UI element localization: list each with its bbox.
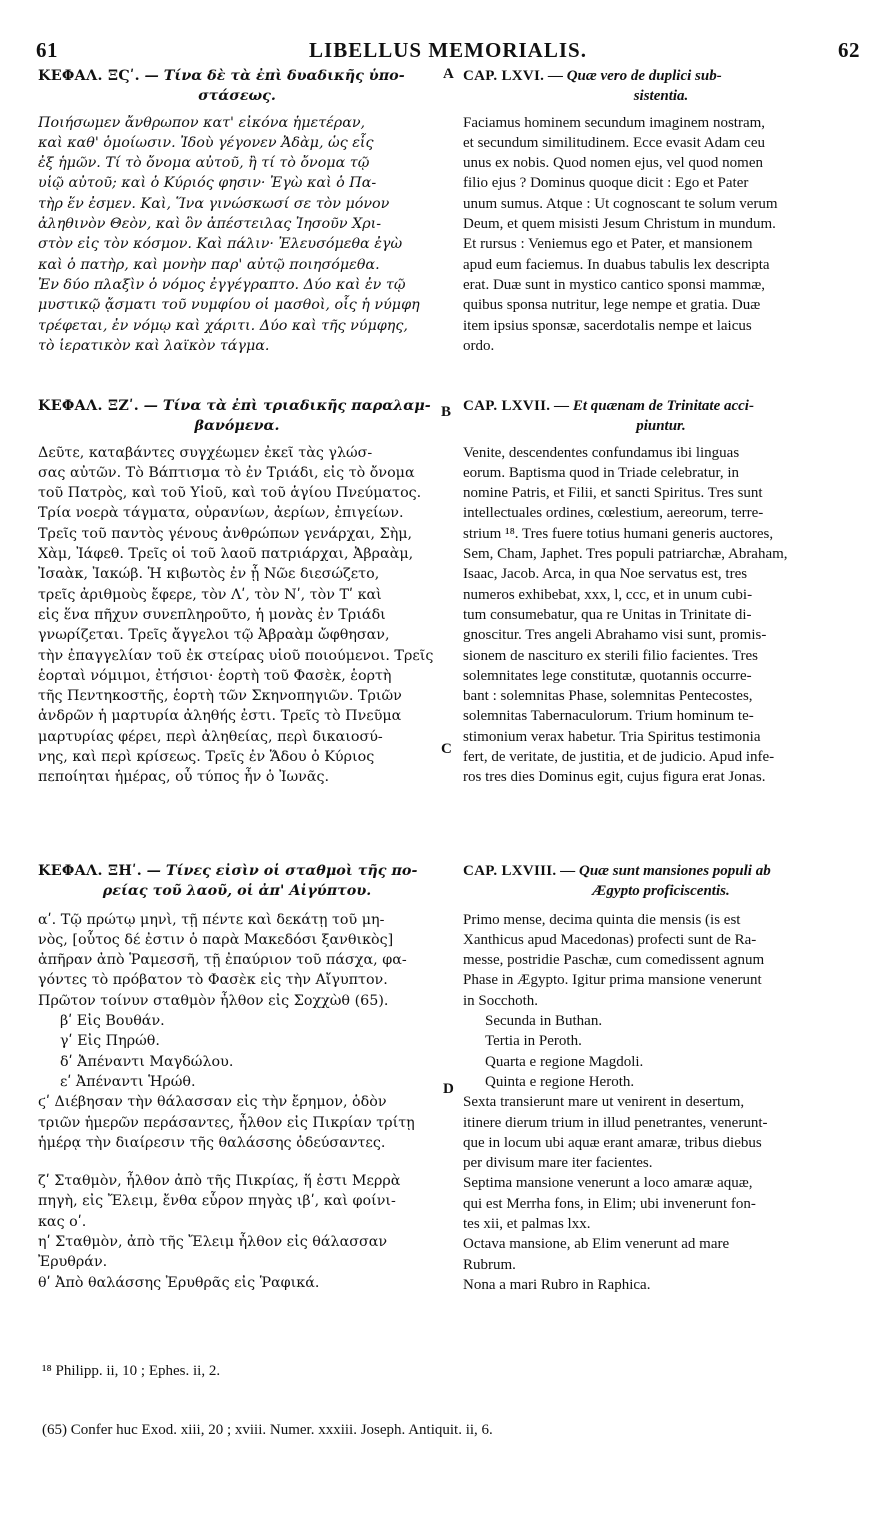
text-line: ordo. — [463, 337, 495, 354]
text-line: que in locum ubi aquæ erant amaræ, tribus diebus — [463, 1134, 762, 1151]
list-item: δʹ Ἀπέναντι Μαγδώλου. — [60, 1053, 234, 1070]
text-line: γόντες τὸ πρόβατον τὸ Φασὲκ εἰς τὴν Αἴγυπτον. — [38, 972, 388, 989]
station-list — [38, 1011, 436, 1092]
text-line: unum sumus. Atque : Ut cognoscant te solum verum — [463, 195, 778, 212]
latin-section-66 — [463, 66, 859, 356]
text-line: filio ejus ? Dominus quoque dicit : Ego et Pater — [463, 175, 749, 192]
text-line: intellectuales ordines, cœlestium, aereorum, terre- — [463, 505, 764, 522]
section-heading — [463, 396, 859, 437]
text-line: numeros exhibebat, xxx, l, ccc, et in unum cubi- — [463, 586, 753, 603]
text-line: πηγὴ, εἰς Ἔλειμ, ἔνθα εὗρον πηγὰς ιβʹ, καὶ φοίνι- — [38, 1193, 396, 1210]
chapter-title-cont: piuntur. — [636, 418, 686, 435]
text-line: καὶ καθ' ὁμοίωσιν. Ἰδοὺ γέγονεν Ἀδὰμ, ὡς εἷς — [38, 134, 374, 151]
text-line: Sem, Cham, Japhet. Tres populi patriarchæ, Abraham, — [463, 546, 788, 563]
section-heading — [38, 396, 436, 437]
text-line: Τρία νοερὰ τάγματα, οὐρανίων, ἀερίων, ἐπιγείων. — [38, 505, 404, 522]
text-line: ἐξ ἡμῶν. Τί τὸ ὄνομα αὐτοῦ, ἢ τί τὸ ὄνομα τῷ — [38, 155, 370, 172]
section-heading — [38, 66, 436, 107]
text-line: τριῶν ἡμερῶν περάσαντες, ἦλθον εἰς Πικρίαν τρίτῃ — [38, 1114, 415, 1131]
text-line: Ἐν δύο πλαξὶν ὁ νόμος ἐγγέγραπτο. Δύο καὶ ἐν τῷ — [38, 276, 406, 293]
text-line: Xanthicus apud Macedonas) profecti sunt de Ra- — [463, 931, 757, 948]
text-line: Χὰμ, Ἰάφεθ. Τρεῖς οἱ τοῦ λαοῦ πατριάρχαι, Ἀβραὰμ, — [38, 546, 414, 563]
page-header — [36, 38, 860, 66]
chapter-title-cont: στάσεως. — [198, 88, 276, 105]
text-line: τῆς Πεντηκοστῆς, ἑορτὴ τῶν Σκηνοπηγιῶν. Τριῶν — [38, 688, 402, 705]
text-line: Ἐρυθράν. — [38, 1254, 108, 1271]
text-line: ἀληθινὸν Θεὸν, καὶ ὃν ἀπέστειλας Ἰησοῦν Χρι- — [38, 216, 382, 233]
section-body — [38, 443, 436, 788]
chapter-title: — Quæ vero de duplici sub- — [547, 68, 722, 84]
chapter-label: CAP. LXVII. — [463, 398, 551, 414]
text-line: τὴρ ἕν ἐσμεν. Καὶ, Ἵνα γινώσκωσί σε τὸν μόνον — [38, 195, 390, 212]
section-body — [38, 113, 436, 357]
chapter-title: — Τίνα τὰ ἐπὶ τριαδικῆς παραλαμ- — [143, 398, 431, 414]
chapter-title: — Et quænam de Trinitate acci- — [554, 398, 754, 414]
section-body-2 — [463, 1092, 859, 1173]
text-line: strium ¹⁸. Tres fuere totius humani generis auctores, — [463, 525, 774, 542]
text-line: solemnitas Tabernaculorum. Trium hominum te- — [463, 708, 754, 725]
chapter-label: ΚΕΦΑΛ. ΞϚʹ. — [38, 68, 140, 84]
section-heading — [463, 66, 859, 107]
text-line: et secundum similitudinem. Ecce evasit Adam ceu — [463, 134, 765, 151]
section-body-2 — [38, 1092, 436, 1153]
section-body-3 — [38, 1171, 436, 1293]
page-number-left: 61 — [36, 38, 58, 62]
text-line: καὶ ὁ πατὴρ, καὶ μονὴν παρ' αὐτῷ ποιησόμεθα. — [38, 256, 380, 273]
text-line: τοῦ Πατρὸς, καὶ τοῦ Υἱοῦ, καὶ τοῦ ἁγίου Πνεύματος. — [38, 485, 422, 502]
text-line: in Socchoth. — [463, 992, 538, 1009]
text-line: Τρεῖς τοῦ παντὸς γένους ἀνθρώπων γενάρχαι, Σὴμ, — [38, 525, 413, 542]
list-item: βʹ Εἰς Βουθάν. — [60, 1013, 165, 1030]
chapter-label: CAP. LXVIII. — [463, 863, 557, 879]
margin-marker-c: C — [441, 741, 452, 757]
text-line: unus ex nobis. Quod nomen ejus, vel quod nomen — [463, 155, 763, 172]
section-body — [38, 910, 436, 1011]
text-line: tes xii, et palmas lxx. — [463, 1216, 591, 1233]
page-number-right: 62 — [838, 38, 860, 62]
text-line: πεποίηται ἡμέρας, οὗ τύπος ἦν ὁ Ἰωνᾶς. — [38, 769, 330, 786]
text-line: ἀνδρῶν ἡ μαρτυρία ἀληθής ἐστι. Τρεῖς τὸ Πνεῦμα — [38, 708, 402, 725]
text-line: Phase in Ægypto. Igitur prima mansione venerunt — [463, 972, 762, 989]
text-line: ἀπῆραν ἀπὸ Ῥαμεσσῆ, τῇ ἐπαύριον τοῦ πάσχα, φα- — [38, 952, 407, 969]
text-line: ηʹ Σταθμὸν, ἀπὸ τῆς Ἔλειμ ἦλθον εἰς θάλασσαν — [38, 1234, 388, 1251]
text-line: Venite, descendentes confundamus ibi linguas — [463, 444, 740, 461]
text-line: sionem de nasciturо ex sterili filio facientes. Tres — [463, 647, 758, 664]
chapter-title-cont: Ægypto proficiscentis. — [592, 883, 730, 900]
greek-section-67 — [38, 396, 436, 788]
latin-section-67 — [463, 396, 859, 788]
text-line: τὸ ἱερατικὸν καὶ λαϊκὸν τάγμα. — [38, 337, 270, 354]
text-line: θʹ Ἀπὸ θαλάσσης Ἐρυθρᾶς εἰς Ῥαφικά. — [38, 1274, 320, 1291]
chapter-title: — Quæ sunt mansiones populi ab — [560, 863, 771, 879]
text-line: solemnitates lege constitutæ, quotannis occurre- — [463, 667, 752, 684]
text-line: messe, postridie Paschæ, cum comedissent agnum — [463, 952, 765, 969]
text-line: νὸς, [οὗτος δέ ἐστιν ὁ παρὰ Μακεδόσι ξανθικὸς] — [38, 931, 394, 948]
text-line: ros tres dies Dominus egit, cujus figura erat Jonas. — [463, 769, 766, 786]
text-line: σας αὐτῶν. Τὸ Βάπτισμα τὸ ἐν Τριάδι, εἰς τὸ ὄνομα — [38, 464, 415, 481]
section-body — [463, 910, 859, 1011]
list-item: εʹ Ἀπέναντι Ἡρώθ. — [60, 1073, 196, 1090]
list-item: Quinta e regione Heroth. — [485, 1073, 635, 1090]
text-line: Isaac, Jacob. Arca, in qua Noe servatus est, tres — [463, 566, 748, 583]
text-line: fert, de veritate, de justitia, et de judicio. Apud infe- — [463, 749, 775, 766]
section-heading — [463, 861, 859, 902]
text-line: εἰς ἕνα πῆχυν συνεπληροῦτο, ἡ μονὰς ἐν Τριάδι — [38, 606, 386, 623]
list-item: Tertia in Peroth. — [485, 1033, 582, 1050]
chapter-label: ΚΕΦΑΛ. ΞΗʹ. — [38, 863, 143, 879]
text-line: τρεῖς ἀριθμοὺς ἔφερε, τὸν Λʹ, τὸν Νʹ, τὸν Τʹ καὶ — [38, 586, 382, 603]
text-line: ϛʹ Διέβησαν τὴν θάλασσαν εἰς τὴν ἔρημον, ὁδὸν — [38, 1094, 387, 1111]
greek-section-66 — [38, 66, 436, 356]
text-line: nomine Patris, et Filii, et sancti Spiritus. Tres sunt — [463, 485, 763, 502]
text-line: Rubrum. — [463, 1256, 516, 1273]
text-line: Septima mansione venerunt a loco amaræ aquæ, — [463, 1175, 753, 1192]
chapter-title-cont: βανόμενα. — [194, 418, 280, 435]
text-line: qui est Merrha fons, in Elim; ubi invenerunt fon- — [463, 1195, 756, 1212]
text-line: item ipsius sponsæ, sacerdotalis nempe et laicus — [463, 317, 752, 334]
chapter-label: ΚΕΦΑΛ. ΞΖʹ. — [38, 398, 140, 414]
section-body-3 — [463, 1173, 859, 1295]
chapter-label: CAP. LXVI. — [463, 68, 545, 84]
text-line: bant : solemnitas Phase, solemnitas Pentecostes, — [463, 688, 753, 705]
text-line: tum consumebatur, qua re Unitas in Trinitate di- — [463, 606, 752, 623]
margin-marker-a: A — [443, 66, 454, 82]
text-line: itinere dierum trium in illud penetrantes, venerunt- — [463, 1114, 768, 1131]
list-item: Secunda in Buthan. — [485, 1013, 603, 1030]
text-line: erat. Duæ sunt in mystico cantico sponsi mammæ, — [463, 276, 766, 293]
text-line: τρέφεται, ἐν νόμῳ καὶ χάριτι. Δύο καὶ τῆς νύμφης, — [38, 317, 408, 334]
text-line: μυστικῷ ᾄσματι τοῦ νυμφίου οἱ μασθοὶ, οἷς ἡ νύμφη — [38, 297, 420, 314]
text-line: μαρτυρίας φέρει, περὶ ἀληθείας, περὶ δικαιοσύ- — [38, 728, 383, 745]
text-line: τὴν ἐπαγγελίαν τοῦ ἐκ στείρας υἱοῦ ποιούμενοι. Τρεῖς — [38, 647, 434, 664]
chapter-title: — Τίνες εἰσὶν οἱ σταθμοὶ τῆς πο- — [146, 863, 418, 879]
text-line: Sexta transierunt mare ut venirent in desertum, — [463, 1094, 745, 1111]
list-item: γʹ Εἰς Πηρώθ. — [60, 1033, 160, 1050]
text-line: Ἰσαὰκ, Ἰακώβ. Ἡ κιβωτὸς ἐν ᾗ Νῶε διεσώζετο, — [38, 566, 380, 583]
text-line: Δεῦτε, καταβάντες συγχέωμεν ἐκεῖ τὰς γλώσ- — [38, 444, 373, 461]
text-line: Et rursus : Veniemus ego et Pater, et mansionem — [463, 236, 753, 253]
text-line: Faciamus hominem secundum imaginem nostram, — [463, 114, 766, 131]
text-line: Deum, et quem misisti Jesum Christum in mundum. — [463, 216, 776, 233]
footnote-18: ¹⁸ Philipp. ii, 10 ; Ephes. ii, 2. — [42, 1363, 221, 1379]
text-line: ζʹ Σταθμὸν, ἦλθον ἀπὸ τῆς Πικρίας, ἥ ἐστι Μερρὰ — [38, 1173, 401, 1190]
section-body — [463, 443, 859, 788]
text-line: στὸν εἰς τὸν κόσμον. Καὶ πάλιν· Ἐλευσόμεθα ἐγὼ — [38, 236, 403, 253]
running-title: LIBELLUS MEMORIALIS. — [309, 38, 587, 62]
text-line: apud eum faciemus. In duabus tabulis lex descripta — [463, 256, 770, 273]
text-line: νης, καὶ περὶ κρίσεως. Τρεῖς ἐν Ἅδου ὁ Κύριος — [38, 749, 375, 766]
margin-marker-b: B — [441, 404, 452, 420]
text-line: υἱῷ αὐτοῦ; καὶ ὁ Κύριός φησιν· Ἐγὼ καὶ ὁ Πα- — [38, 175, 377, 192]
chapter-title: — Τίνα δὲ τὰ ἐπὶ δυαδικῆς ὑπο- — [144, 68, 405, 84]
footnote-65: (65) Confer huc Exod. xiii, 20 ; xviii. Numer. xxxiii. Joseph. Antiquit. ii, 6. — [42, 1422, 493, 1438]
station-list — [463, 1011, 859, 1092]
text-line: eorum. Baptisma quod in Triade celebratur, in — [463, 464, 740, 481]
text-line: gnoscitur. Tres angeli Abrahamo visi sunt, promis- — [463, 627, 767, 644]
text-line: Octava mansione, ab Elim venerunt ad mare — [463, 1236, 730, 1253]
text-line: Πρῶτον τοίνυν σταθμὸν ἦλθον εἰς Σοχχὼθ (65). — [38, 992, 389, 1009]
greek-section-68 — [38, 861, 436, 1293]
margin-marker-d: D — [443, 1081, 454, 1097]
latin-section-68 — [463, 861, 859, 1295]
text-line: Primo mense, decima quinta die mensis (is est — [463, 911, 741, 928]
chapter-title-cont: ρείας τοῦ λαοῦ, οἱ ἀπ' Αἰγύπτου. — [102, 883, 372, 900]
section-body — [463, 113, 859, 357]
chapter-title-cont: sistentia. — [633, 88, 689, 105]
text-line: αʹ. Τῷ πρώτῳ μηνὶ, τῇ πέντε καὶ δεκάτῃ τοῦ μη- — [38, 911, 385, 928]
text-line: ἑορταὶ νόμιμοι, ἐτήσιοι· ἑορτὴ τοῦ Φασὲκ, ἑορτὴ — [38, 667, 392, 684]
text-line: stimonium verax habetur. Tria Spiritus testimonia — [463, 728, 761, 745]
text-line: ἡμέρᾳ τὴν διαίρεσιν τῆς θαλάσσης ὁδεύσαντες. — [38, 1134, 386, 1151]
list-item: Quarta e regione Magdoli. — [485, 1053, 644, 1070]
text-line: quibus sponsa nutritur, lege nempe et gratia. Duæ — [463, 297, 761, 314]
text-line: Nona a mari Rubro in Raphica. — [463, 1276, 651, 1293]
text-line: per divisum mare iter facientes. — [463, 1155, 653, 1172]
text-line: γνωρίζεται. Τρεῖς ἄγγελοι τῷ Ἀβραὰμ ὤφθησαν, — [38, 627, 390, 644]
section-heading — [38, 861, 436, 902]
text-line: κας οʹ. — [38, 1213, 87, 1230]
text-line: Ποιήσωμεν ἄνθρωπον κατ' εἰκόνα ἡμετέραν, — [38, 114, 366, 131]
